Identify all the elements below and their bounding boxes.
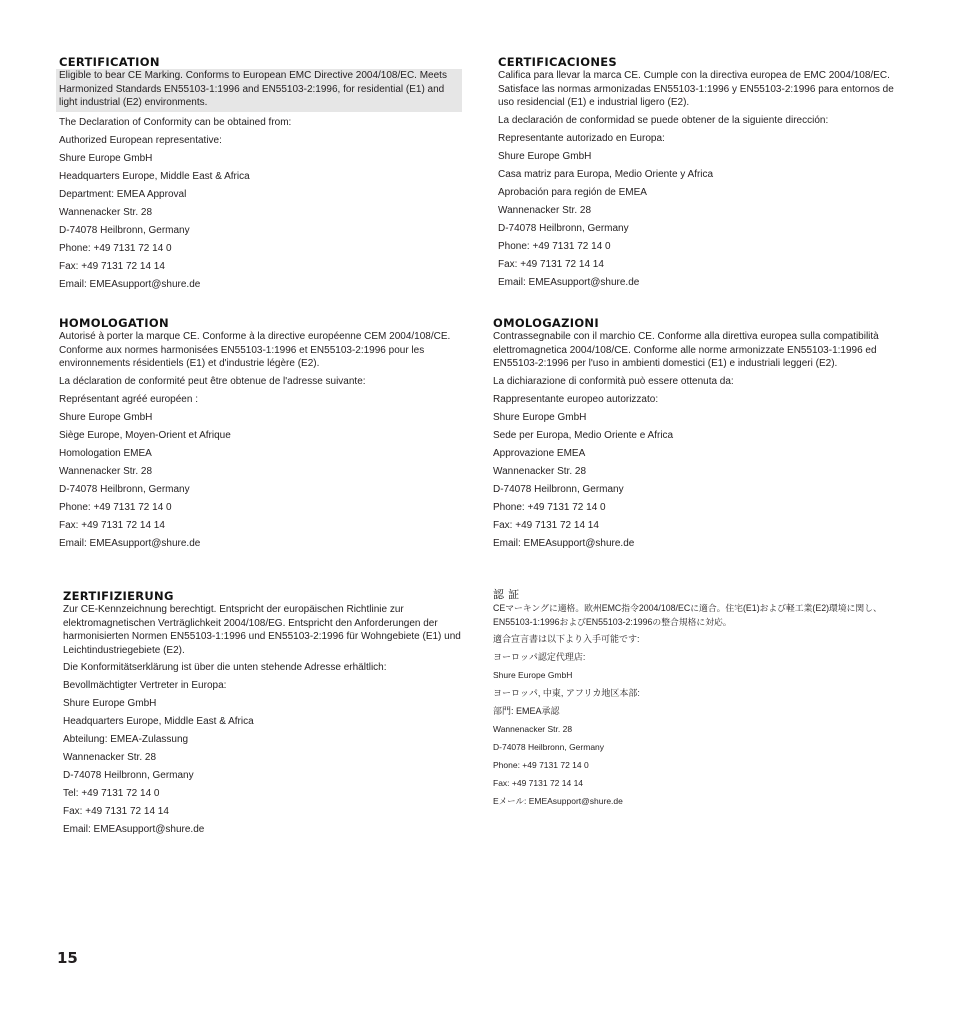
email-line: Email: EMEAsupport@shure.de xyxy=(493,537,635,549)
line: Approvazione EMEA xyxy=(493,447,586,459)
line: Homologation EMEA xyxy=(59,447,152,459)
email-line: Email: EMEAsupport@shure.de xyxy=(498,276,640,288)
line: D-74078 Heilbronn, Germany xyxy=(498,222,629,234)
section-intro: Zur CE-Kennzeichnung berechtigt. Entspricht der europäischen Richtlinie zur elektromagnetischen Verträglichkeit 2004/108/EG. Entspricht den Anforderungen der harmonisierten Normen EN55103-1:1996 und EN55103-2:1996 für Wohngebiete (E1) und Leichtindustriegebiete (E2). xyxy=(63,604,461,656)
section-title: ZERTIFIZIERUNG xyxy=(63,589,174,603)
section-certification-ja xyxy=(493,588,893,813)
line: 部門: EMEA承認 xyxy=(493,706,560,716)
line: Tel: +49 7131 72 14 0 xyxy=(63,788,160,799)
line: Wannenacker Str. 28 xyxy=(63,752,157,763)
line: D-74078 Heilbronn, Germany xyxy=(59,224,190,236)
line: Aprobación para región de EMEA xyxy=(498,186,647,198)
email-line: Eメール: EMEAsupport@shure.de xyxy=(493,796,623,806)
line: Phone: +49 7131 72 14 0 xyxy=(493,501,606,513)
line: ヨーロッパ, 中東, アフリカ地区本部: xyxy=(493,688,640,698)
line: La dichiarazione di conformità può essere ottenuta da: xyxy=(493,375,734,387)
line: Bevollmächtigter Vertreter in Europa: xyxy=(63,680,227,691)
line: D-74078 Heilbronn, Germany xyxy=(59,483,190,495)
line: Department: EMEA Approval xyxy=(59,188,187,200)
line: Representante autorizado en Europa: xyxy=(498,132,665,144)
line: Die Konformitätserklärung ist über die unten stehende Adresse erhältlich: xyxy=(63,662,387,673)
line: Shure Europe GmbH xyxy=(59,152,153,164)
line: Fax: +49 7131 72 14 14 xyxy=(63,806,169,817)
line: 適合宣言書は以下より入手可能です: xyxy=(493,634,640,644)
line: Fax: +49 7131 72 14 14 xyxy=(59,519,165,531)
line: Phone: +49 7131 72 14 0 xyxy=(59,501,172,513)
section-certification-es xyxy=(498,55,898,294)
section-certification-de xyxy=(63,589,463,841)
contact-lines xyxy=(59,375,459,550)
section-intro: Califica para llevar la marca CE. Cumple con la directiva europea de EMC 2004/108/EC. Satisface las normas armonizadas EN55103-1:1996 y EN55103-2:1996 para entornos de uso residencial (E1) e industrial ligero (E2). xyxy=(498,70,894,108)
line: Shure Europe GmbH xyxy=(63,698,157,709)
section-intro: Eligible to bear CE Marking. Conforms to European EMC Directive 2004/108/EC. Meets Harmonized Standards EN55103-1:1996 and EN55103-2:1996, for residential (E1) and light industrial (E2) environments. xyxy=(56,69,462,112)
line: Authorized European representative: xyxy=(59,134,222,146)
line: Phone: +49 7131 72 14 0 xyxy=(493,760,589,770)
line: Casa matriz para Europa, Medio Oriente y Africa xyxy=(498,168,714,180)
section-intro: Contrassegnabile con il marchio CE. Conforme alla direttiva europea sulla compatibilità elettromagnetica 2004/108/CE. Conforme alle norme armonizzate EN55103-1:1996 ed EN55103-2:1996 per l'uso in ambienti domestici (E1) e industriali leggeri (E2). xyxy=(493,331,879,369)
line: The Declaration of Conformity can be obtained from: xyxy=(59,116,292,128)
line: Shure Europe GmbH xyxy=(493,411,587,423)
section-title: CERTIFICACIONES xyxy=(498,55,617,69)
line: Headquarters Europe, Middle East & Africa xyxy=(63,716,254,727)
line: Rappresentante europeo autorizzato: xyxy=(493,393,659,405)
line: Wannenacker Str. 28 xyxy=(59,206,153,218)
contact-lines xyxy=(493,633,893,808)
line: Shure Europe GmbH xyxy=(493,670,573,680)
line: Sede per Europa, Medio Oriente e Africa xyxy=(493,429,674,441)
line: Fax: +49 7131 72 14 14 xyxy=(498,258,604,270)
email-line: Email: EMEAsupport@shure.de xyxy=(59,278,201,290)
line: Fax: +49 7131 72 14 14 xyxy=(493,778,584,788)
line: Wannenacker Str. 28 xyxy=(493,724,573,734)
section-intro: Autorisé à porter la marque CE. Conforme à la directive européenne CEM 2004/108/CE. Conforme aux normes harmonisées EN55103-1:1996 et EN55103-2:1996 pour les environnements résidentiels (E1) et d'industrie légère (E2). xyxy=(59,331,451,369)
line: La declaración de conformidad se puede obtener de la siguiente dirección: xyxy=(498,114,829,126)
line: D-74078 Heilbronn, Germany xyxy=(493,483,624,495)
section-intro: CEマーキングに適格。欧州EMC指令2004/108/ECに適合。住宅(E1)および軽工業(E2)環境に関し、EN55103-1:1996およびEN55103-2:1996の整合規格に対応。 xyxy=(493,603,882,627)
line: D-74078 Heilbronn, Germany xyxy=(493,742,605,752)
line: Wannenacker Str. 28 xyxy=(59,465,153,477)
line: Siège Europe, Moyen-Orient et Afrique xyxy=(59,429,231,441)
line: Shure Europe GmbH xyxy=(498,150,592,162)
line: Abteilung: EMEA-Zulassung xyxy=(63,734,189,745)
line: Représentant agréé européen : xyxy=(59,393,198,405)
line: Phone: +49 7131 72 14 0 xyxy=(498,240,611,252)
section-certification-en xyxy=(59,55,459,296)
line: La déclaration de conformité peut être obtenue de l'adresse suivante: xyxy=(59,375,366,387)
line: Fax: +49 7131 72 14 14 xyxy=(493,519,599,531)
section-title: OMOLOGAZIONI xyxy=(493,316,599,330)
section-title: HOMOLOGATION xyxy=(59,316,169,330)
line: Phone: +49 7131 72 14 0 xyxy=(59,242,172,254)
section-title: 認 証 xyxy=(493,588,520,601)
email-line: Email: EMEAsupport@shure.de xyxy=(59,537,201,549)
page-number: 15 xyxy=(57,949,78,967)
line: Wannenacker Str. 28 xyxy=(493,465,587,477)
line: Headquarters Europe, Middle East & Africa xyxy=(59,170,250,182)
contact-lines xyxy=(493,375,893,550)
contact-lines xyxy=(63,661,463,836)
contact-lines xyxy=(498,114,898,289)
section-certification-fr xyxy=(59,316,459,555)
line: Shure Europe GmbH xyxy=(59,411,153,423)
contact-lines xyxy=(59,116,459,291)
section-certification-it xyxy=(493,316,893,555)
line: ヨーロッパ認定代理店: xyxy=(493,652,586,662)
section-title: CERTIFICATION xyxy=(59,55,160,69)
line: Fax: +49 7131 72 14 14 xyxy=(59,260,165,272)
email-line: Email: EMEAsupport@shure.de xyxy=(63,824,205,835)
line: D-74078 Heilbronn, Germany xyxy=(63,770,194,781)
line: Wannenacker Str. 28 xyxy=(498,204,592,216)
